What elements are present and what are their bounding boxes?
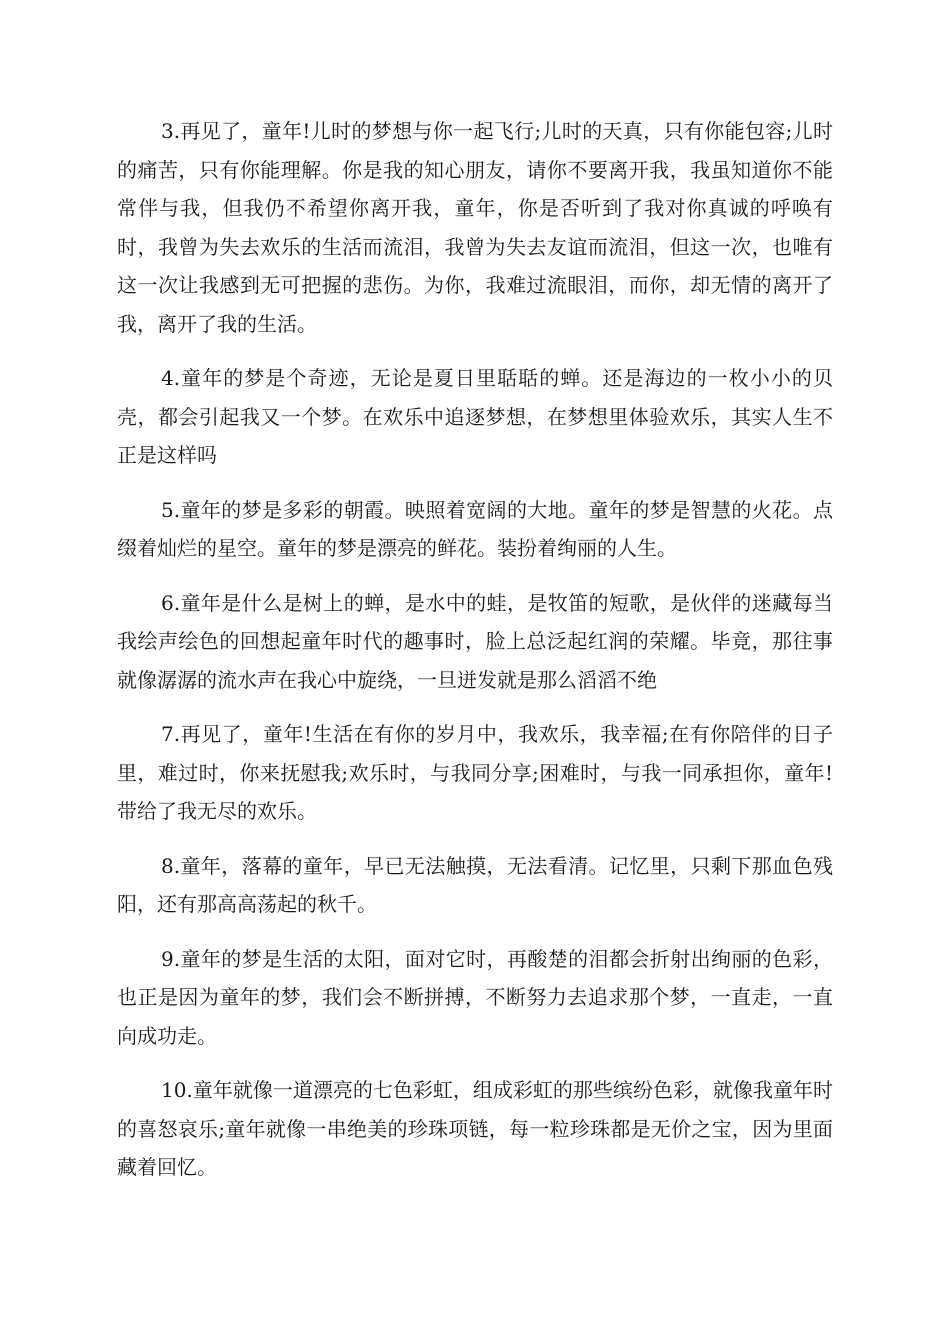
paragraph-3: 3.再见了，童年!儿时的梦想与你一起飞行;儿时的天真，只有你能包容;儿时的痛苦，只有你能理解。你是我的知心朋友，请你不要离开我，我虽知道你不能常伴与我，但我仍不希望你离开我，童年，你是否听到了我对你真诚的呼唤有时，我曾为失去欢乐的生活而流泪，我曾为失去友谊而流泪，但这一次，也唯有这一次让我感到无可把握的悲伤。为你，我难过流眼泪，而你，却无情的离开了我，离开了我的生活。 <box>117 119 833 336</box>
paragraph-10: 10.童年就像一道漂亮的七色彩虹，组成彩虹的那些缤纷色彩，就像我童年时的喜怒哀乐;童年就像一串绝美的珍珠项链，每一粒珍珠都是无价之宝，因为里面藏着回忆。 <box>117 1078 833 1179</box>
paragraph-5: 5.童年的梦是多彩的朝霞。映照着宽阔的大地。童年的梦是智慧的火花。点缀着灿烂的星空。童年的梦是漂亮的鲜花。装扮着绚丽的人生。 <box>117 497 833 560</box>
paragraph-7: 7.再见了，童年!生活在有你的岁月中，我欢乐，我幸福;在有你陪伴的日子里，难过时，你来抚慰我;欢乐时，与我同分享;困难时，与我一同承担你，童年!带给了我无尽的欢乐。 <box>117 722 833 823</box>
paragraph-4: 4.童年的梦是个奇迹，无论是夏日里聒聒的蝉。还是海边的一枚小小的贝壳，都会引起我又一个梦。在欢乐中追逐梦想，在梦想里体验欢乐，其实人生不正是这样吗 <box>117 366 833 467</box>
document-body <box>117 112 833 1203</box>
paragraph-6: 6.童年是什么是树上的蝉，是水中的蛙，是牧笛的短歌，是伙伴的迷藏每当我绘声绘色的回想起童年时代的趣事时，脸上总泛起红润的荣耀。毕竟，那往事就像潺潺的流水声在我心中旋绕，一旦迸发就是那么滔滔不绝 <box>117 590 833 692</box>
paragraph-8: 8.童年，落幕的童年，早已无法触摸，无法看清。记忆里，只剩下那血色残阳，还有那高高荡起的秋千。 <box>117 853 833 916</box>
paragraph-9: 9.童年的梦是生活的太阳，面对它时，再酸楚的泪都会折射出绚丽的色彩，也正是因为童年的梦，我们会不断拼搏，不断努力去追求那个梦，一直走，一直向成功走。 <box>117 946 833 1048</box>
